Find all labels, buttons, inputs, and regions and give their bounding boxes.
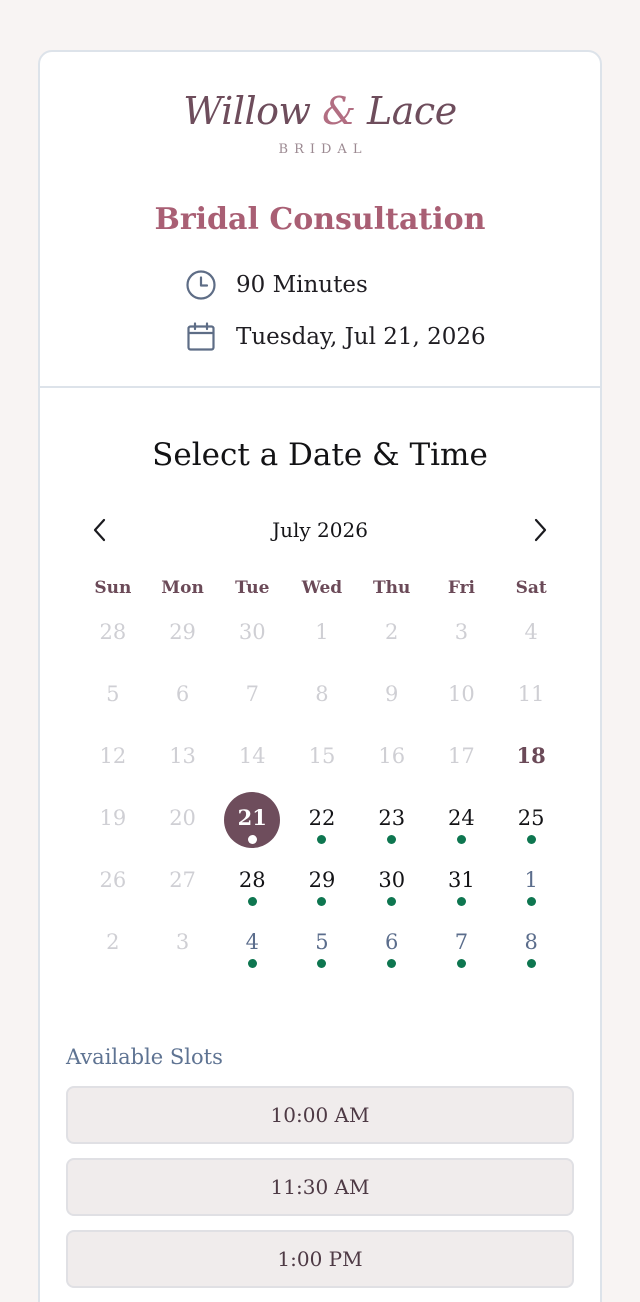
day-number: 1	[524, 868, 538, 892]
calendar-day	[78, 794, 148, 856]
day-number: 13	[169, 744, 196, 768]
weekday-label: Tue	[235, 578, 270, 598]
calendar-day	[148, 856, 218, 918]
calendar-day	[357, 608, 427, 670]
day-number: 1	[315, 620, 329, 644]
calendar-day[interactable]	[357, 794, 427, 856]
weekday-label: Sat	[515, 578, 547, 598]
date-row	[184, 320, 486, 354]
availability-dot	[248, 959, 257, 968]
calendar-day[interactable]	[287, 918, 357, 980]
availability-dot	[387, 835, 396, 844]
availability-dot	[457, 959, 466, 968]
availability-dot	[457, 897, 466, 906]
day-number: 2	[106, 930, 120, 954]
day-number: 25	[517, 806, 545, 830]
day-number: 17	[448, 744, 475, 768]
availability-dot	[387, 897, 396, 906]
day-number: 6	[175, 682, 190, 706]
calendar-day	[496, 732, 566, 794]
time-slot-button[interactable]: 11:30 AM	[66, 1158, 574, 1216]
calendar-day[interactable]	[357, 918, 427, 980]
calendar-day	[287, 608, 357, 670]
day-number: 3	[175, 930, 190, 954]
calendar-day	[496, 608, 566, 670]
day-number: 8	[315, 682, 329, 706]
calendar-day	[427, 732, 497, 794]
calendar-day	[287, 732, 357, 794]
calendar-day	[217, 608, 287, 670]
calendar-day	[427, 608, 497, 670]
availability-dot	[317, 959, 326, 968]
day-number: 26	[99, 868, 127, 892]
day-number: 6	[385, 930, 399, 954]
calendar-day	[148, 608, 218, 670]
chevron-right-icon	[531, 517, 549, 543]
day-number: 4	[245, 930, 259, 954]
selected-date-text: Tuesday, Jul 21, 2026	[236, 324, 486, 350]
day-number: 27	[169, 868, 196, 892]
day-number: 29	[169, 620, 196, 644]
brand-logo: Willow & Lace	[183, 89, 457, 133]
calendar-day[interactable]	[496, 794, 566, 856]
availability-dot	[527, 897, 536, 906]
calendar-day	[357, 670, 427, 732]
day-number: 10	[448, 682, 475, 706]
day-number: 20	[169, 806, 196, 830]
weekday-label: Thu	[373, 578, 411, 598]
calendar-day[interactable]	[287, 794, 357, 856]
day-number: 9	[385, 682, 399, 706]
day-number: 31	[448, 868, 475, 892]
day-number: 8	[524, 930, 538, 954]
duration-row	[184, 268, 368, 302]
calendar-day	[148, 794, 218, 856]
calendar-day[interactable]	[287, 856, 357, 918]
booking-card	[38, 50, 602, 1302]
day-number: 3	[454, 620, 469, 644]
calendar-day	[78, 732, 148, 794]
scheduler-title: Select a Date & Time	[152, 437, 488, 473]
calendar-day	[287, 670, 357, 732]
calendar-day	[217, 670, 287, 732]
calendar-day	[427, 670, 497, 732]
calendar-day[interactable]	[427, 918, 497, 980]
availability-dot	[527, 835, 536, 844]
weekday-header	[78, 572, 566, 604]
calendar-day[interactable]	[217, 856, 287, 918]
calendar-day	[496, 670, 566, 732]
day-number: 29	[308, 868, 336, 892]
clock-icon	[184, 268, 218, 302]
day-number: 24	[448, 806, 475, 830]
brand-header	[40, 88, 600, 158]
calendar-day	[148, 732, 218, 794]
availability-dot	[248, 897, 257, 906]
availability-dot	[387, 959, 396, 968]
day-number: 28	[99, 620, 127, 644]
event-title: Bridal Consultation	[154, 202, 486, 237]
day-number: 7	[245, 682, 259, 706]
day-number: 30	[238, 620, 266, 644]
calendar-day[interactable]	[427, 856, 497, 918]
weekday-label: Sun	[94, 578, 132, 598]
availability-dot	[457, 835, 466, 844]
slots-list	[66, 1086, 574, 1302]
calendar-day[interactable]	[496, 856, 566, 918]
calendar-day	[78, 918, 148, 980]
day-number: 12	[99, 744, 127, 768]
weekday-label: Wed	[301, 578, 343, 598]
prev-month-button[interactable]	[84, 510, 116, 550]
time-slot-button[interactable]: 1:00 PM	[66, 1230, 574, 1288]
availability-dot	[248, 835, 257, 844]
calendar-day	[357, 732, 427, 794]
next-month-button[interactable]	[524, 510, 556, 550]
divider	[40, 386, 600, 388]
weekday-label: Mon	[161, 578, 204, 598]
day-number: 28	[238, 868, 266, 892]
availability-dot	[317, 897, 326, 906]
day-number: 15	[308, 744, 336, 768]
calendar-day-selected[interactable]	[217, 794, 287, 856]
day-number: 7	[454, 930, 469, 954]
availability-dot	[527, 959, 536, 968]
calendar-day[interactable]	[217, 918, 287, 980]
calendar-day[interactable]	[427, 794, 497, 856]
calendar-day	[148, 670, 218, 732]
month-label: July 2026	[272, 518, 368, 542]
day-number: 21	[237, 805, 267, 830]
calendar-day	[78, 670, 148, 732]
day-number: 2	[385, 620, 399, 644]
day-number: 18	[516, 743, 546, 768]
calendar-nav	[84, 510, 556, 550]
time-slot-button[interactable]: 10:00 AM	[66, 1086, 574, 1144]
day-number: 5	[315, 930, 329, 954]
calendar-day	[217, 732, 287, 794]
calendar-day	[78, 856, 148, 918]
calendar-day[interactable]	[496, 918, 566, 980]
day-number: 23	[378, 806, 406, 830]
brand-subtitle: BRIDAL	[278, 142, 368, 157]
day-number: 30	[378, 868, 406, 892]
calendar-grid	[78, 608, 566, 980]
day-number: 11	[517, 682, 545, 706]
day-number: 4	[524, 620, 538, 644]
day-number: 16	[378, 744, 406, 768]
day-number: 14	[238, 744, 266, 768]
calendar-icon	[184, 320, 218, 354]
calendar-day[interactable]	[357, 856, 427, 918]
slots-label: Available Slots	[66, 1045, 223, 1069]
duration-text: 90 Minutes	[236, 272, 368, 298]
day-number: 19	[99, 806, 127, 830]
availability-dot	[317, 835, 326, 844]
day-number: 5	[106, 682, 120, 706]
day-number: 22	[308, 806, 336, 830]
calendar-day	[148, 918, 218, 980]
weekday-label: Fri	[447, 578, 476, 598]
chevron-left-icon	[91, 517, 109, 543]
calendar-day	[78, 608, 148, 670]
